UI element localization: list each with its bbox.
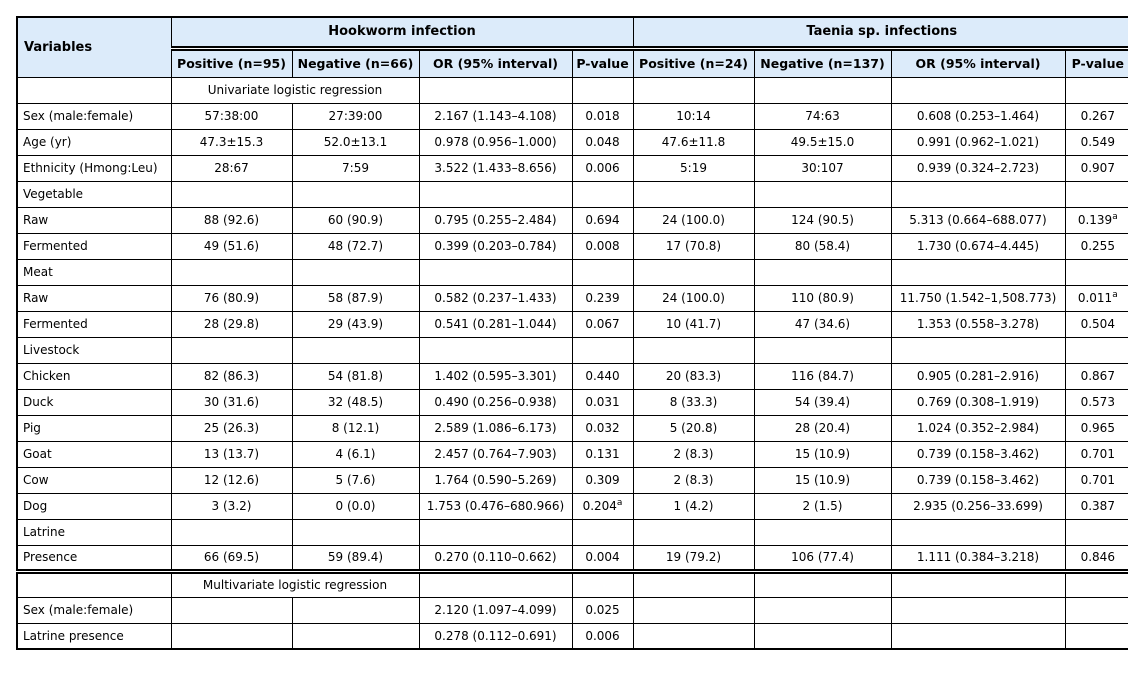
value-cell: 5 (20.8)	[633, 415, 754, 441]
value-cell: 2 (8.3)	[633, 441, 754, 467]
value-cell: 0.582 (0.237–1.433)	[419, 285, 572, 311]
value-cell: 19 (79.2)	[633, 545, 754, 571]
value-cell: 0.270 (0.110–0.662)	[419, 545, 572, 571]
table-row	[17, 493, 1128, 519]
table-row	[17, 519, 1128, 545]
value-cell: 47.6±11.8	[633, 129, 754, 155]
value-cell	[754, 623, 891, 649]
value-cell: 5.313 (0.664–688.077)	[891, 207, 1065, 233]
variable-cell: Presence	[17, 545, 171, 571]
value-cell: 2.935 (0.256–33.699)	[891, 493, 1065, 519]
value-cell	[1065, 597, 1128, 623]
value-cell: 0.399 (0.203–0.784)	[419, 233, 572, 259]
value-cell: 0.701	[1065, 467, 1128, 493]
value-cell	[754, 519, 891, 545]
column-header-taenia-negative: Negative (n=137)	[754, 48, 891, 77]
value-cell: 2.589 (1.086–6.173)	[419, 415, 572, 441]
value-cell: 0.131	[572, 441, 633, 467]
value-cell: 0.011$^a$	[1065, 285, 1128, 311]
value-cell: 88 (92.6)	[171, 207, 292, 233]
value-cell: 47 (34.6)	[754, 311, 891, 337]
value-cell: 1.753 (0.476–680.966)	[419, 493, 572, 519]
table-row	[17, 337, 1128, 363]
empty-variable-cell	[17, 77, 171, 103]
variable-cell: Vegetable	[17, 181, 171, 207]
empty-cell	[572, 77, 633, 103]
value-cell: 0.278 (0.112–0.691)	[419, 623, 572, 649]
empty-cell	[754, 77, 891, 103]
table-row	[17, 441, 1128, 467]
variable-cell: Age (yr)	[17, 129, 171, 155]
value-cell	[891, 259, 1065, 285]
value-cell	[292, 181, 419, 207]
table-row	[17, 311, 1128, 337]
footnote-marker: a	[1112, 290, 1118, 300]
value-cell: 57:38:00	[171, 103, 292, 129]
value-cell	[633, 597, 754, 623]
value-cell: 59 (89.4)	[292, 545, 419, 571]
value-cell: 30 (31.6)	[171, 389, 292, 415]
value-cell: 8 (12.1)	[292, 415, 419, 441]
value-cell: 32 (48.5)	[292, 389, 419, 415]
value-cell: 49.5±15.0	[754, 129, 891, 155]
variable-cell: Livestock	[17, 337, 171, 363]
value-cell: 24 (100.0)	[633, 285, 754, 311]
value-cell	[292, 259, 419, 285]
value-cell	[171, 181, 292, 207]
variable-cell: Cow	[17, 467, 171, 493]
value-cell: 0.204$^a$	[572, 493, 633, 519]
variables-column-header: Variables	[17, 17, 171, 77]
column-header-hookworm-pvalue: P-value	[572, 48, 633, 77]
value-cell	[754, 259, 891, 285]
value-cell: 1.764 (0.590–5.269)	[419, 467, 572, 493]
value-cell: 0.267	[1065, 103, 1128, 129]
value-cell: 15 (10.9)	[754, 467, 891, 493]
value-cell	[171, 519, 292, 545]
value-cell: 27:39:00	[292, 103, 419, 129]
value-cell	[891, 181, 1065, 207]
value-cell: 0.067	[572, 311, 633, 337]
value-cell	[171, 623, 292, 649]
empty-variable-cell	[17, 571, 171, 597]
value-cell: 80 (58.4)	[754, 233, 891, 259]
empty-cell	[891, 571, 1065, 597]
group-header-row	[17, 17, 1128, 48]
empty-cell	[633, 77, 754, 103]
value-cell	[419, 181, 572, 207]
value-cell	[171, 259, 292, 285]
table-row	[17, 155, 1128, 181]
value-cell: 2 (1.5)	[754, 493, 891, 519]
value-cell: 74:63	[754, 103, 891, 129]
value-cell	[754, 181, 891, 207]
value-cell: 47.3±15.3	[171, 129, 292, 155]
value-cell: 116 (84.7)	[754, 363, 891, 389]
variable-cell: Meat	[17, 259, 171, 285]
value-cell: 0.025	[572, 597, 633, 623]
value-cell: 60 (90.9)	[292, 207, 419, 233]
value-cell	[1065, 519, 1128, 545]
section-title: Univariate logistic regression	[171, 77, 419, 103]
group-header-taenia-infections: Taenia sp. infections	[633, 17, 1128, 48]
empty-cell	[1065, 571, 1128, 597]
variable-cell: Ethnicity (Hmong:Leu)	[17, 155, 171, 181]
empty-cell	[1065, 77, 1128, 103]
value-cell: 28:67	[171, 155, 292, 181]
value-cell	[419, 519, 572, 545]
value-cell: 28 (20.4)	[754, 415, 891, 441]
value-cell: 58 (87.9)	[292, 285, 419, 311]
value-cell	[891, 519, 1065, 545]
column-header-taenia-pvalue: P-value	[1065, 48, 1128, 77]
value-cell	[891, 337, 1065, 363]
value-cell	[292, 623, 419, 649]
value-cell: 0.255	[1065, 233, 1128, 259]
subheader-row	[17, 48, 1128, 77]
variable-cell: Latrine presence	[17, 623, 171, 649]
value-cell: 1.111 (0.384–3.218)	[891, 545, 1065, 571]
value-cell: 0.939 (0.324–2.723)	[891, 155, 1065, 181]
value-cell: 0.965	[1065, 415, 1128, 441]
value-cell: 0.008	[572, 233, 633, 259]
table-row	[17, 181, 1128, 207]
value-cell: 0.907	[1065, 155, 1128, 181]
value-cell	[633, 181, 754, 207]
section-title: Multivariate logistic regression	[171, 571, 419, 597]
value-cell: 13 (13.7)	[171, 441, 292, 467]
empty-cell	[754, 571, 891, 597]
column-header-hookworm-or: OR (95% interval)	[419, 48, 572, 77]
value-cell: 0.018	[572, 103, 633, 129]
value-cell: 5:19	[633, 155, 754, 181]
value-cell: 0.387	[1065, 493, 1128, 519]
column-header-taenia-positive: Positive (n=24)	[633, 48, 754, 77]
regression-results-table	[16, 16, 1128, 650]
value-cell: 8 (33.3)	[633, 389, 754, 415]
empty-cell	[419, 77, 572, 103]
value-cell: 15 (10.9)	[754, 441, 891, 467]
value-cell: 54 (81.8)	[292, 363, 419, 389]
value-cell: 20 (83.3)	[633, 363, 754, 389]
value-cell: 0.867	[1065, 363, 1128, 389]
table-header	[17, 17, 1128, 77]
value-cell: 0.846	[1065, 545, 1128, 571]
value-cell: 0.541 (0.281–1.044)	[419, 311, 572, 337]
value-cell	[572, 259, 633, 285]
value-cell: 49 (51.6)	[171, 233, 292, 259]
value-cell: 0.795 (0.255–2.484)	[419, 207, 572, 233]
value-cell: 10:14	[633, 103, 754, 129]
column-header-taenia-or: OR (95% interval)	[891, 48, 1065, 77]
value-cell: 0.905 (0.281–2.916)	[891, 363, 1065, 389]
value-cell: 0.694	[572, 207, 633, 233]
value-cell: 17 (70.8)	[633, 233, 754, 259]
value-cell: 1.402 (0.595–3.301)	[419, 363, 572, 389]
variable-cell: Fermented	[17, 311, 171, 337]
value-cell	[1065, 259, 1128, 285]
section-title-row	[17, 571, 1128, 597]
value-cell	[572, 337, 633, 363]
value-cell	[1065, 181, 1128, 207]
value-cell: 4 (6.1)	[292, 441, 419, 467]
value-cell: 54 (39.4)	[754, 389, 891, 415]
table-row	[17, 415, 1128, 441]
value-cell	[633, 623, 754, 649]
column-header-hookworm-positive: Positive (n=95)	[171, 48, 292, 77]
value-cell: 3.522 (1.433–8.656)	[419, 155, 572, 181]
value-cell: 0.004	[572, 545, 633, 571]
value-cell: 76 (80.9)	[171, 285, 292, 311]
value-cell: 0.608 (0.253–1.464)	[891, 103, 1065, 129]
value-cell: 2 (8.3)	[633, 467, 754, 493]
empty-cell	[419, 571, 572, 597]
table-row	[17, 467, 1128, 493]
value-cell: 11.750 (1.542–1,508.773)	[891, 285, 1065, 311]
value-cell: 48 (72.7)	[292, 233, 419, 259]
value-cell	[754, 337, 891, 363]
value-cell: 25 (26.3)	[171, 415, 292, 441]
table-row	[17, 363, 1128, 389]
variable-cell: Sex (male:female)	[17, 597, 171, 623]
variable-cell: Dog	[17, 493, 171, 519]
value-cell: 1 (4.2)	[633, 493, 754, 519]
value-cell: 124 (90.5)	[754, 207, 891, 233]
group-header-hookworm-infection: Hookworm infection	[171, 17, 633, 48]
empty-cell	[891, 77, 1065, 103]
value-cell: 0.006	[572, 155, 633, 181]
section-title-row	[17, 77, 1128, 103]
table-row	[17, 103, 1128, 129]
table-body	[17, 77, 1128, 649]
value-cell: 0.006	[572, 623, 633, 649]
table-row	[17, 207, 1128, 233]
value-cell: 2.457 (0.764–7.903)	[419, 441, 572, 467]
footnote-marker: a	[1112, 212, 1118, 222]
value-cell: 0.239	[572, 285, 633, 311]
value-cell: 2.167 (1.143–4.108)	[419, 103, 572, 129]
value-cell	[171, 597, 292, 623]
value-cell	[572, 181, 633, 207]
variable-cell: Fermented	[17, 233, 171, 259]
table-row	[17, 129, 1128, 155]
variable-cell: Raw	[17, 207, 171, 233]
empty-cell	[633, 571, 754, 597]
value-cell: 0.978 (0.956–1.000)	[419, 129, 572, 155]
table-row	[17, 545, 1128, 571]
table-row	[17, 623, 1128, 649]
value-cell: 1.353 (0.558–3.278)	[891, 311, 1065, 337]
table-row	[17, 233, 1128, 259]
variable-cell: Chicken	[17, 363, 171, 389]
value-cell: 7:59	[292, 155, 419, 181]
value-cell: 0.139$^a$	[1065, 207, 1128, 233]
value-cell: 10 (41.7)	[633, 311, 754, 337]
value-cell: 3 (3.2)	[171, 493, 292, 519]
value-cell	[292, 337, 419, 363]
footnote-marker: a	[616, 498, 623, 508]
value-cell: 28 (29.8)	[171, 311, 292, 337]
value-cell: 29 (43.9)	[292, 311, 419, 337]
value-cell: 0.048	[572, 129, 633, 155]
value-cell: 30:107	[754, 155, 891, 181]
table-row	[17, 389, 1128, 415]
value-cell: 52.0±13.1	[292, 129, 419, 155]
value-cell	[754, 597, 891, 623]
value-cell: 106 (77.4)	[754, 545, 891, 571]
value-cell	[292, 519, 419, 545]
value-cell: 12 (12.6)	[171, 467, 292, 493]
value-cell	[633, 337, 754, 363]
value-cell	[633, 519, 754, 545]
value-cell	[1065, 623, 1128, 649]
value-cell: 0.032	[572, 415, 633, 441]
value-cell: 0 (0.0)	[292, 493, 419, 519]
column-header-hookworm-negative: Negative (n=66)	[292, 48, 419, 77]
value-cell: 2.120 (1.097–4.099)	[419, 597, 572, 623]
value-cell	[891, 623, 1065, 649]
variable-cell: Raw	[17, 285, 171, 311]
value-cell: 0.309	[572, 467, 633, 493]
value-cell: 0.549	[1065, 129, 1128, 155]
value-cell: 5 (7.6)	[292, 467, 419, 493]
value-cell	[171, 337, 292, 363]
value-cell: 0.573	[1065, 389, 1128, 415]
value-cell: 82 (86.3)	[171, 363, 292, 389]
table-row	[17, 285, 1128, 311]
value-cell: 0.991 (0.962–1.021)	[891, 129, 1065, 155]
variable-cell: Pig	[17, 415, 171, 441]
value-cell: 0.739 (0.158–3.462)	[891, 467, 1065, 493]
table-row	[17, 259, 1128, 285]
value-cell: 110 (80.9)	[754, 285, 891, 311]
value-cell: 24 (100.0)	[633, 207, 754, 233]
value-cell: 0.490 (0.256–0.938)	[419, 389, 572, 415]
variable-cell: Duck	[17, 389, 171, 415]
value-cell: 0.031	[572, 389, 633, 415]
value-cell: 66 (69.5)	[171, 545, 292, 571]
table-row	[17, 597, 1128, 623]
value-cell	[633, 259, 754, 285]
value-cell	[419, 337, 572, 363]
value-cell: 0.440	[572, 363, 633, 389]
variable-cell: Latrine	[17, 519, 171, 545]
value-cell	[891, 597, 1065, 623]
value-cell	[1065, 337, 1128, 363]
empty-cell	[572, 571, 633, 597]
value-cell: 1.024 (0.352–2.984)	[891, 415, 1065, 441]
value-cell	[572, 519, 633, 545]
value-cell: 0.701	[1065, 441, 1128, 467]
value-cell	[419, 259, 572, 285]
value-cell: 0.739 (0.158–3.462)	[891, 441, 1065, 467]
value-cell	[292, 597, 419, 623]
variable-cell: Goat	[17, 441, 171, 467]
variable-cell: Sex (male:female)	[17, 103, 171, 129]
value-cell: 1.730 (0.674–4.445)	[891, 233, 1065, 259]
value-cell: 0.769 (0.308–1.919)	[891, 389, 1065, 415]
value-cell: 0.504	[1065, 311, 1128, 337]
